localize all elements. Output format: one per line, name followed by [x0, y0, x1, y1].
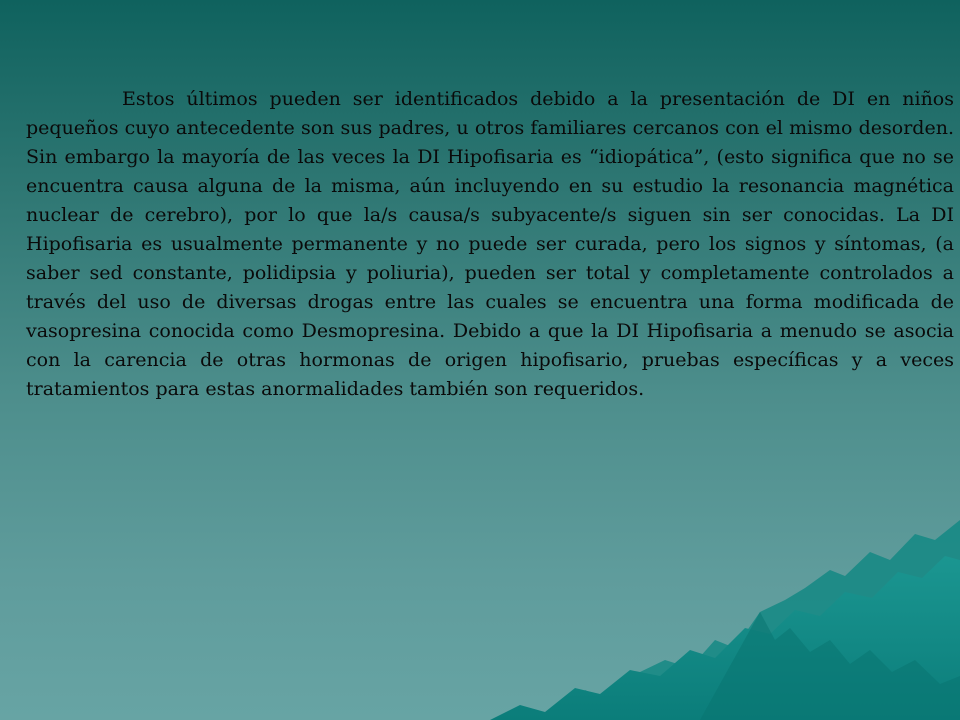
body-paragraph: Estos últimos pueden ser identificados debido a la presentación de DI en niños pequeños cuyo antecedente son sus padres, u otros familiares cercanos con el mismo desorden. Sin embargo la mayoría de las veces la DI Hipofisaria es “idiopática”, (esto significa que no se encuentra causa alguna de la misma, aún incluyendo en su estudio la resonancia magnética nuclear de cerebro), por lo que la/s causa/s subyacente/s siguen sin ser conocidas. La DI Hipofisaria es usualmente permanente y no puede ser curada, pero los signos y síntomas, (a saber sed constante, polidipsia y poliuria), pueden ser total y completamente controlados a través del uso de diversas drogas entre las cuales se encuentra una forma modificada de vasopresina conocida como Desmopresina. Debido a que la DI Hipofisaria a menudo se asocia con la carencia de otras hormonas de origen hipofisario, pruebas específicas y a veces tratamientos para estas anormalidades también son requeridos.: [26, 88, 954, 400]
